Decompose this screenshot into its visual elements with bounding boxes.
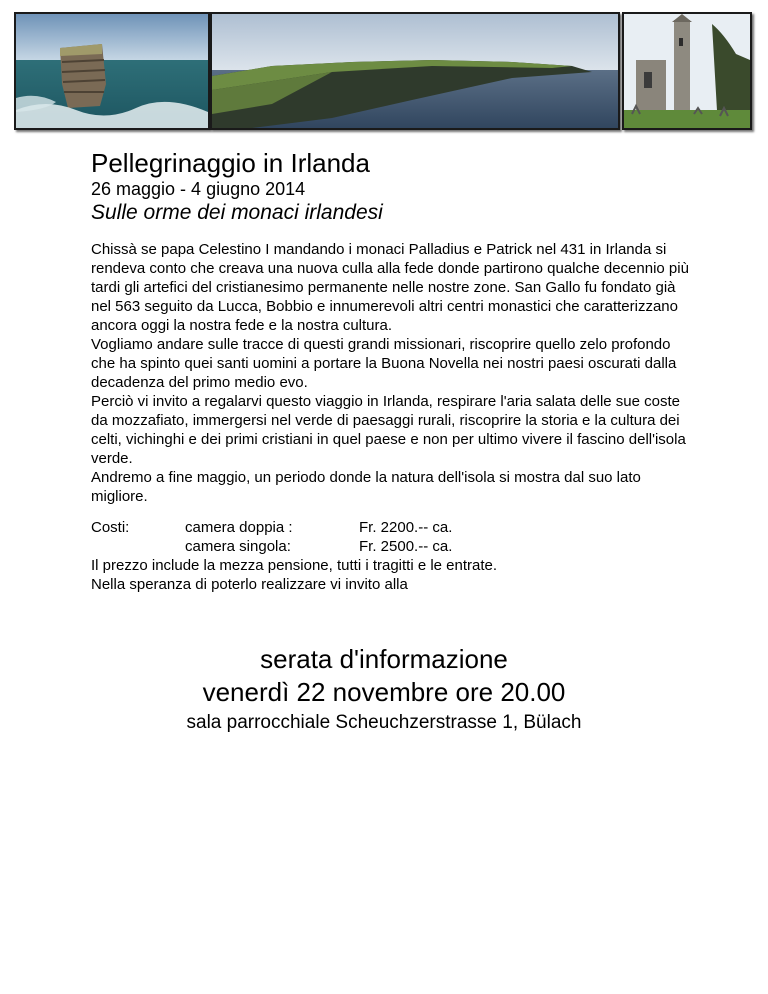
sea-stack-photo (14, 12, 210, 130)
cost-row-single (91, 537, 691, 556)
paragraph: Andremo a fine maggio, un periodo donde la natura dell'isola si mostra dal suo lato migliore. (91, 469, 641, 505)
invitation-note: Nella speranza di poterlo realizzare vi invito alla (91, 576, 408, 593)
flyer-content (91, 148, 691, 594)
paragraph: Chissà se papa Celestino I mandando i monaci Palladius e Patrick nel 431 in Irlanda si rendeva conto che creava una nuova culla alla fede donde partirono qualche decennio più tardi gli artefici del cristianesimo permanente nelle nostre zone. San Gallo fu fondato già nel 563 seguito da Lucca, Bobbio e innumerevoli altri centri monastici che caratterizzano ancora oggi la nostra fede e la nostra cultura. (91, 241, 689, 334)
cliffs-photo (210, 12, 620, 130)
paragraph: Perciò vi invito a regalarvi questo viaggio in Irlanda, respirare l'aria salata delle sue coste da mozzafiato, immergersi nel verde di paesaggi rurali, riscoprire la storia e la cultura dei celti, vichinghi e dei primi cristiani in quel paese e non per ultimo vivere il fascino dell'isola verde. (91, 393, 686, 467)
costs-section (91, 518, 691, 594)
body-text (91, 240, 691, 506)
round-tower-photo (622, 12, 752, 130)
trip-dates: 26 maggio - 4 giugno 2014 (91, 179, 306, 199)
photo-banner (14, 12, 754, 130)
cost-room-type: camera singola: (185, 538, 291, 555)
page-title: Pellegrinaggio in Irlanda (91, 148, 370, 178)
costs-label: Costi: (91, 519, 130, 536)
cost-notes (91, 556, 691, 594)
price-includes-note: Il prezzo include la mezza pensione, tutti i tragitti e le entrate. (91, 557, 498, 574)
event-date: venerdì 22 novembre ore 20.00 (202, 677, 566, 707)
cost-room-type: camera doppia : (185, 519, 293, 536)
event-announcement (0, 642, 768, 736)
cost-price: Fr. 2200.-- ca. (359, 519, 453, 536)
event-title: serata d'informazione (260, 644, 508, 674)
paragraph: Vogliamo andare sulle tracce di questi grandi missionari, riscoprire quello zelo profondo che ha spinto quei santi uomini a portare la Buona Novella nei nostri paesi oscurati dalla decadenza del primo medio evo. (91, 336, 677, 391)
event-place: sala parrocchiale Scheuchzerstrasse 1, Bülach (186, 712, 582, 733)
subtitle: Sulle orme dei monaci irlandesi (91, 201, 383, 224)
cost-row-double (91, 518, 691, 537)
cost-price: Fr. 2500.-- ca. (359, 538, 453, 555)
